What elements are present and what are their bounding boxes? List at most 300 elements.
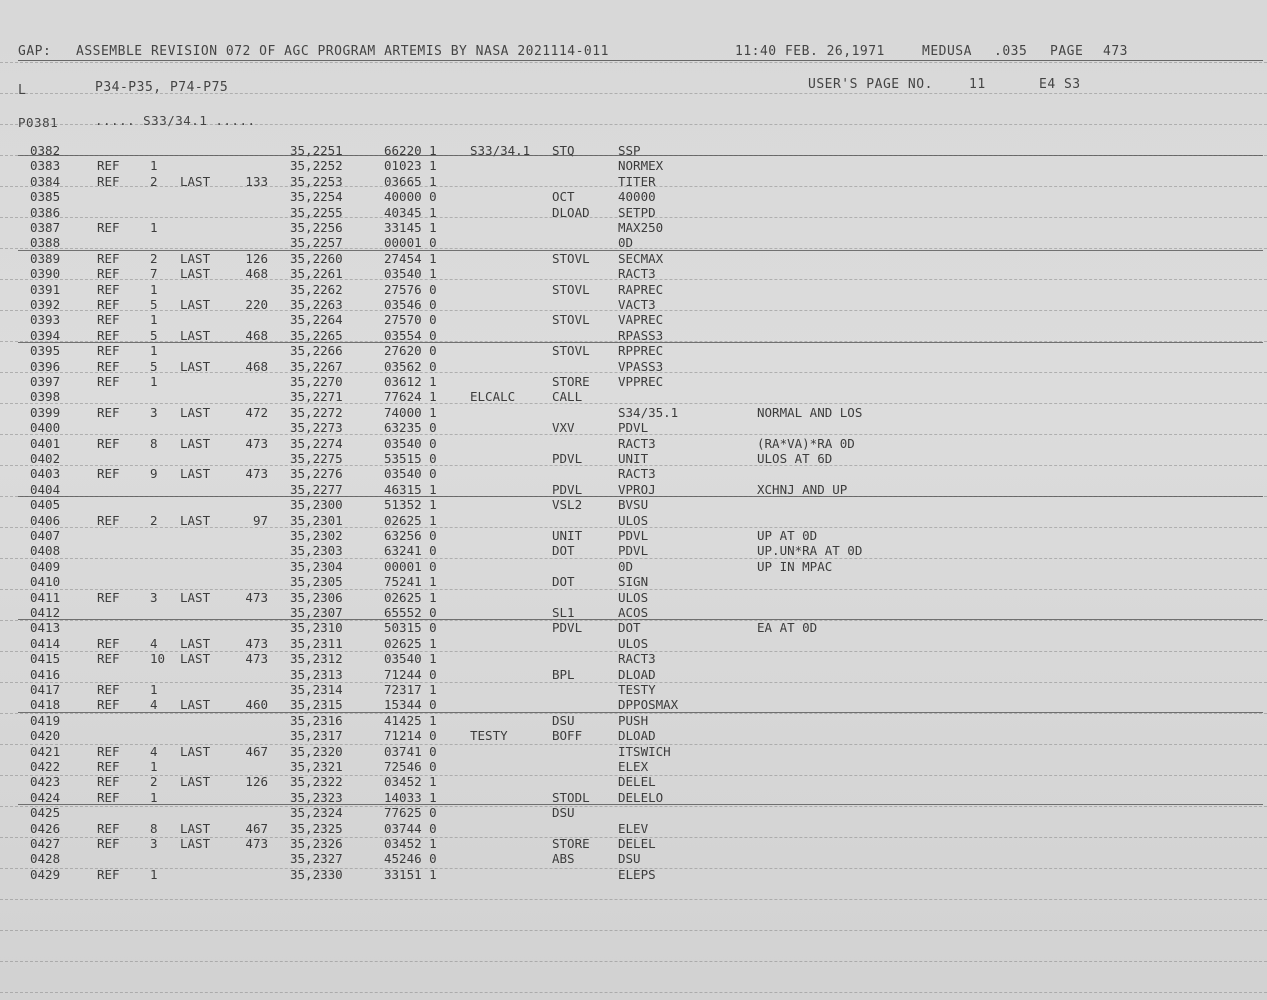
opcode: BOFF <box>552 728 583 744</box>
listing-row <box>0 790 1267 805</box>
operand: DELELO <box>618 789 664 805</box>
address: 35,2255 <box>290 204 343 220</box>
ref-marker: REF <box>97 743 120 759</box>
octal-word: 03540 0 <box>384 435 437 451</box>
listing-row <box>0 774 1267 789</box>
ref-count: 2 <box>150 774 158 790</box>
listing-row <box>0 174 1267 189</box>
header-underline <box>18 60 1263 61</box>
listing-row <box>0 836 1267 851</box>
listing-row <box>0 728 1267 743</box>
opcode: STOVL <box>552 250 590 266</box>
address: 35,2275 <box>290 451 343 466</box>
ref-marker: REF <box>97 312 120 328</box>
line-number: 0409 <box>30 558 61 574</box>
ref-count: 2 <box>150 250 158 266</box>
paper-rule <box>0 930 1267 931</box>
octal-word: 50315 0 <box>384 620 437 636</box>
ref-count: 4 <box>150 697 158 713</box>
address: 35,2305 <box>290 574 343 590</box>
operand: 0D <box>618 558 634 574</box>
address: 35,2316 <box>290 712 343 728</box>
address: 35,2317 <box>290 728 343 744</box>
last-marker: LAST <box>180 774 211 790</box>
last-marker: LAST <box>180 250 211 266</box>
octal-word: 66220 1 <box>384 143 437 158</box>
opcode: STORE <box>552 374 590 389</box>
listing-row <box>0 759 1267 774</box>
listing-row <box>0 405 1267 420</box>
line-number: 0418 <box>30 697 61 713</box>
address: 35,2300 <box>290 497 343 513</box>
address: 35,2301 <box>290 512 343 528</box>
ref-count: 3 <box>150 404 158 420</box>
ref-count: 1 <box>150 312 158 328</box>
ref-marker: REF <box>97 281 120 297</box>
octal-word: 65552 0 <box>384 605 437 620</box>
line-number: 0401 <box>30 435 61 451</box>
octal-word: 15344 0 <box>384 697 437 713</box>
operand: RAPREC <box>618 281 664 297</box>
listing-row <box>0 682 1267 697</box>
listing-row <box>0 805 1267 820</box>
operand: PUSH <box>618 712 649 728</box>
operand: DELEL <box>618 774 656 790</box>
line-number: 0383 <box>30 158 61 174</box>
listing-row <box>0 497 1267 512</box>
listing-row <box>0 574 1267 589</box>
line-number: 0395 <box>30 343 61 359</box>
ref-count: 7 <box>150 266 158 282</box>
listing-row <box>0 513 1267 528</box>
line-number: 0396 <box>30 358 61 374</box>
octal-word: 03540 1 <box>384 266 437 282</box>
ref-marker: REF <box>97 682 120 697</box>
line-number: 0416 <box>30 666 61 682</box>
last-marker: LAST <box>180 697 211 713</box>
octal-word: 03612 1 <box>384 374 437 389</box>
operand: SSP <box>618 143 641 158</box>
octal-word: 02625 1 <box>384 512 437 528</box>
last-page: 467 <box>245 820 268 836</box>
comment: EA AT 0D <box>757 620 818 636</box>
last-marker: LAST <box>180 651 211 667</box>
address: 35,2320 <box>290 743 343 759</box>
paper-rule <box>0 899 1267 900</box>
octal-word: 03546 0 <box>384 297 437 312</box>
last-marker: LAST <box>180 266 211 282</box>
address: 35,2322 <box>290 774 343 790</box>
line-number: 0427 <box>30 836 61 851</box>
operand: VPPREC <box>618 374 664 389</box>
last-marker: LAST <box>180 836 211 851</box>
address: 35,2277 <box>290 481 343 497</box>
line-number: 0391 <box>30 281 61 297</box>
last-page: 473 <box>245 466 268 482</box>
ref-marker: REF <box>97 358 120 374</box>
octal-word: 27570 0 <box>384 312 437 328</box>
octal-word: 03452 1 <box>384 774 437 790</box>
comment: (RA*VA)*RA 0D <box>757 435 855 451</box>
operand: SIGN <box>618 574 649 590</box>
last-page: 468 <box>245 266 268 282</box>
line-number: 0393 <box>30 312 61 328</box>
line-number: 0415 <box>30 651 61 667</box>
operand: ELEX <box>618 759 649 774</box>
last-page: 473 <box>245 435 268 451</box>
line-number: 0406 <box>30 512 61 528</box>
operand: VPROJ <box>618 481 656 497</box>
ref-marker: REF <box>97 866 120 882</box>
line-number: 0412 <box>30 605 61 620</box>
opcode: VXV <box>552 420 575 436</box>
address: 35,2261 <box>290 266 343 282</box>
listing-row <box>0 389 1267 404</box>
ref-count: 3 <box>150 836 158 851</box>
operand: RACT3 <box>618 266 656 282</box>
operand: DLOAD <box>618 728 656 744</box>
address: 35,2314 <box>290 682 343 697</box>
operand: RACT3 <box>618 435 656 451</box>
last-marker: LAST <box>180 358 211 374</box>
listing-row <box>0 343 1267 358</box>
line-number: 0420 <box>30 728 61 744</box>
ref-marker: REF <box>97 266 120 282</box>
line-number: 0426 <box>30 820 61 836</box>
last-page: 473 <box>245 651 268 667</box>
opcode: DSU <box>552 712 575 728</box>
operand: MAX250 <box>618 220 664 235</box>
paper-rule <box>0 62 1267 63</box>
ref-marker: REF <box>97 435 120 451</box>
address: 35,2256 <box>290 220 343 235</box>
opcode: SL1 <box>552 605 575 620</box>
last-page: 126 <box>245 250 268 266</box>
operand: PDVL <box>618 420 649 436</box>
ref-marker: REF <box>97 404 120 420</box>
octal-word: 71214 0 <box>384 728 437 744</box>
opcode: DOT <box>552 574 575 590</box>
line-number: 0414 <box>30 635 61 651</box>
address: 35,2327 <box>290 851 343 867</box>
listing-row <box>0 436 1267 451</box>
operand: DSU <box>618 851 641 867</box>
line-number: 0388 <box>30 235 61 251</box>
octal-word: 27454 1 <box>384 250 437 266</box>
octal-word: 03452 1 <box>384 836 437 851</box>
last-page: 468 <box>245 358 268 374</box>
octal-word: 75241 1 <box>384 574 437 590</box>
address: 35,2312 <box>290 651 343 667</box>
ref-marker: REF <box>97 173 120 189</box>
line-number: 0423 <box>30 774 61 790</box>
ref-marker: REF <box>97 651 120 667</box>
address: 35,2271 <box>290 389 343 405</box>
operand: ULOS <box>618 635 649 651</box>
operand: DPPOSMAX <box>618 697 679 713</box>
line-number: 0425 <box>30 805 61 821</box>
address: 35,2330 <box>290 866 343 882</box>
opcode: DOT <box>552 543 575 559</box>
listing-row <box>0 482 1267 497</box>
octal-word: 45246 0 <box>384 851 437 867</box>
operand: 40000 <box>618 189 656 205</box>
address: 35,2313 <box>290 666 343 682</box>
listing-row <box>0 559 1267 574</box>
listing-row <box>0 867 1267 882</box>
address: 35,2266 <box>290 343 343 359</box>
section-heading: ..... S33/34.1 ..... <box>95 113 256 128</box>
line-number: 0411 <box>30 589 61 605</box>
ref-count: 4 <box>150 743 158 759</box>
operand: TESTY <box>618 682 656 697</box>
line-number: 0384 <box>30 173 61 189</box>
listing-row <box>0 205 1267 220</box>
address: 35,2253 <box>290 173 343 189</box>
listing-row <box>0 697 1267 712</box>
operand: RPASS3 <box>618 327 664 343</box>
octal-word: 33145 1 <box>384 220 437 235</box>
operand: ULOS <box>618 512 649 528</box>
address: 35,2306 <box>290 589 343 605</box>
opcode: CALL <box>552 389 583 405</box>
line-number: 0419 <box>30 712 61 728</box>
address: 35,2251 <box>290 143 343 158</box>
operand: DLOAD <box>618 666 656 682</box>
address: 35,2257 <box>290 235 343 251</box>
comment: NORMAL AND LOS <box>757 404 863 420</box>
last-marker: LAST <box>180 635 211 651</box>
line-number: 0392 <box>30 297 61 312</box>
octal-word: 53515 0 <box>384 451 437 466</box>
label: S33/34.1 <box>470 143 531 158</box>
octal-word: 03554 0 <box>384 327 437 343</box>
ref-marker: REF <box>97 820 120 836</box>
ref-count: 9 <box>150 466 158 482</box>
comment: ULOS AT 6D <box>757 451 833 466</box>
address: 35,2265 <box>290 327 343 343</box>
listing-title: ASSEMBLE REVISION 072 OF AGC PROGRAM ARTEMIS BY NASA 2021114-011 <box>76 44 609 59</box>
ref-count: 10 <box>150 651 166 667</box>
line-number: 0398 <box>30 389 61 405</box>
listing-row <box>0 297 1267 312</box>
ref-count: 1 <box>150 759 158 774</box>
label: ELCALC <box>470 389 516 405</box>
ref-marker: REF <box>97 327 120 343</box>
ref-count: 8 <box>150 820 158 836</box>
line-number: 0408 <box>30 543 61 559</box>
operand: PDVL <box>618 543 649 559</box>
address: 35,2311 <box>290 635 343 651</box>
listing-row <box>0 851 1267 866</box>
ref-marker: REF <box>97 836 120 851</box>
line-number: 0402 <box>30 451 61 466</box>
octal-word: 27576 0 <box>384 281 437 297</box>
address: 35,2273 <box>290 420 343 436</box>
octal-word: 00001 0 <box>384 558 437 574</box>
line-number: 0428 <box>30 851 61 867</box>
ref-marker: REF <box>97 466 120 482</box>
last-marker: LAST <box>180 404 211 420</box>
comment: UP IN MPAC <box>757 558 833 574</box>
operand: SETPD <box>618 204 656 220</box>
line-number: 0429 <box>30 866 61 882</box>
operand: ITSWICH <box>618 743 671 759</box>
octal-word: 40000 0 <box>384 189 437 205</box>
ref-marker: REF <box>97 789 120 805</box>
octal-word: 63235 0 <box>384 420 437 436</box>
listing-row <box>0 189 1267 204</box>
listing-row <box>0 158 1267 173</box>
octal-word: 03540 1 <box>384 651 437 667</box>
address: 35,2267 <box>290 358 343 374</box>
listing-row <box>0 466 1267 481</box>
operand: S34/35.1 <box>618 404 679 420</box>
opcode: STQ <box>552 143 575 158</box>
ref-count: 1 <box>150 866 158 882</box>
address: 35,2276 <box>290 466 343 482</box>
line-number: 0417 <box>30 682 61 697</box>
ref-count: 3 <box>150 589 158 605</box>
line-number: 0407 <box>30 528 61 543</box>
last-marker: LAST <box>180 327 211 343</box>
ref-count: 5 <box>150 297 158 312</box>
operand: ULOS <box>618 589 649 605</box>
listing-subtitle: P34-P35, P74-P75 <box>95 80 229 95</box>
listing-row <box>0 235 1267 250</box>
octal-word: 77625 0 <box>384 805 437 821</box>
listing-row <box>0 651 1267 666</box>
line-number: 0403 <box>30 466 61 482</box>
line-number: 0404 <box>30 481 61 497</box>
octal-word: 51352 1 <box>384 497 437 513</box>
ref-marker: REF <box>97 774 120 790</box>
users-page-label: USER'S PAGE NO. <box>808 77 933 92</box>
ref-count: 5 <box>150 358 158 374</box>
opcode: OCT <box>552 189 575 205</box>
users-page-number: 11 <box>969 77 986 92</box>
octal-word: 01023 1 <box>384 158 437 174</box>
operand: VACT3 <box>618 297 656 312</box>
last-marker: LAST <box>180 512 211 528</box>
last-marker: LAST <box>180 820 211 836</box>
address: 35,2307 <box>290 605 343 620</box>
paper-rule <box>0 992 1267 993</box>
listing-row <box>0 620 1267 635</box>
ref-count: 1 <box>150 789 158 805</box>
address: 35,2260 <box>290 250 343 266</box>
address: 35,2304 <box>290 558 343 574</box>
last-page: 473 <box>245 836 268 851</box>
listing-row <box>0 251 1267 266</box>
address: 35,2325 <box>290 820 343 836</box>
last-marker: LAST <box>180 173 211 189</box>
listing-row <box>0 359 1267 374</box>
page-label: PAGE <box>1050 44 1084 59</box>
address: 35,2310 <box>290 620 343 636</box>
opcode: STOVL <box>552 312 590 328</box>
last-page: 473 <box>245 635 268 651</box>
octal-word: 72317 1 <box>384 682 437 697</box>
opcode: DSU <box>552 805 575 821</box>
opcode: PDVL <box>552 481 583 497</box>
ref-marker: REF <box>97 759 120 774</box>
line-number: 0386 <box>30 204 61 220</box>
last-page: 467 <box>245 743 268 759</box>
last-page: 468 <box>245 327 268 343</box>
opcode: STORE <box>552 836 590 851</box>
line-number: 0413 <box>30 620 61 636</box>
ref-count: 5 <box>150 327 158 343</box>
line-number: 0424 <box>30 789 61 805</box>
operand: ELEPS <box>618 866 656 882</box>
listing-row <box>0 282 1267 297</box>
ref-marker: REF <box>97 589 120 605</box>
row-separator <box>18 155 1263 156</box>
line-number: 0422 <box>30 759 61 774</box>
operand: VAPREC <box>618 312 664 328</box>
octal-word: 63241 0 <box>384 543 437 559</box>
listing-row <box>0 374 1267 389</box>
last-marker: LAST <box>180 743 211 759</box>
last-marker: LAST <box>180 466 211 482</box>
listing-row <box>0 543 1267 558</box>
octal-word: 03562 0 <box>384 358 437 374</box>
opcode: UNIT <box>552 528 583 543</box>
listing-row <box>0 328 1267 343</box>
operand: PDVL <box>618 528 649 543</box>
listing-row <box>0 266 1267 281</box>
listing-row <box>0 420 1267 435</box>
last-marker: LAST <box>180 297 211 312</box>
listing-row <box>0 605 1267 620</box>
last-page: 473 <box>245 589 268 605</box>
operand: DELEL <box>618 836 656 851</box>
last-page: 97 <box>252 512 268 528</box>
line-number: 0382 <box>30 143 61 158</box>
line-number: 0410 <box>30 574 61 590</box>
ref-marker: REF <box>97 343 120 359</box>
octal-word: 33151 1 <box>384 866 437 882</box>
operand: ACOS <box>618 605 649 620</box>
comment: UP AT 0D <box>757 528 818 543</box>
address: 35,2324 <box>290 805 343 821</box>
listing-row <box>0 821 1267 836</box>
last-page: 126 <box>245 774 268 790</box>
ref-count: 1 <box>150 374 158 389</box>
listing-row <box>0 636 1267 651</box>
page-number: 473 <box>1103 44 1128 59</box>
address: 35,2274 <box>290 435 343 451</box>
line-number: 0421 <box>30 743 61 759</box>
operand: BVSU <box>618 497 649 513</box>
octal-word: 02625 1 <box>384 589 437 605</box>
ref-marker: REF <box>97 374 120 389</box>
ref-count: 8 <box>150 435 158 451</box>
address: 35,2302 <box>290 528 343 543</box>
address: 35,2252 <box>290 158 343 174</box>
last-marker: LAST <box>180 589 211 605</box>
octal-word: 03744 0 <box>384 820 437 836</box>
ref-count: 2 <box>150 173 158 189</box>
address: 35,2263 <box>290 297 343 312</box>
opcode: STOVL <box>552 281 590 297</box>
ref-count: 1 <box>150 682 158 697</box>
octal-word: 41425 1 <box>384 712 437 728</box>
address: 35,2326 <box>290 836 343 851</box>
operand: VPASS3 <box>618 358 664 374</box>
sheet-code: E4 S3 <box>1039 77 1081 92</box>
